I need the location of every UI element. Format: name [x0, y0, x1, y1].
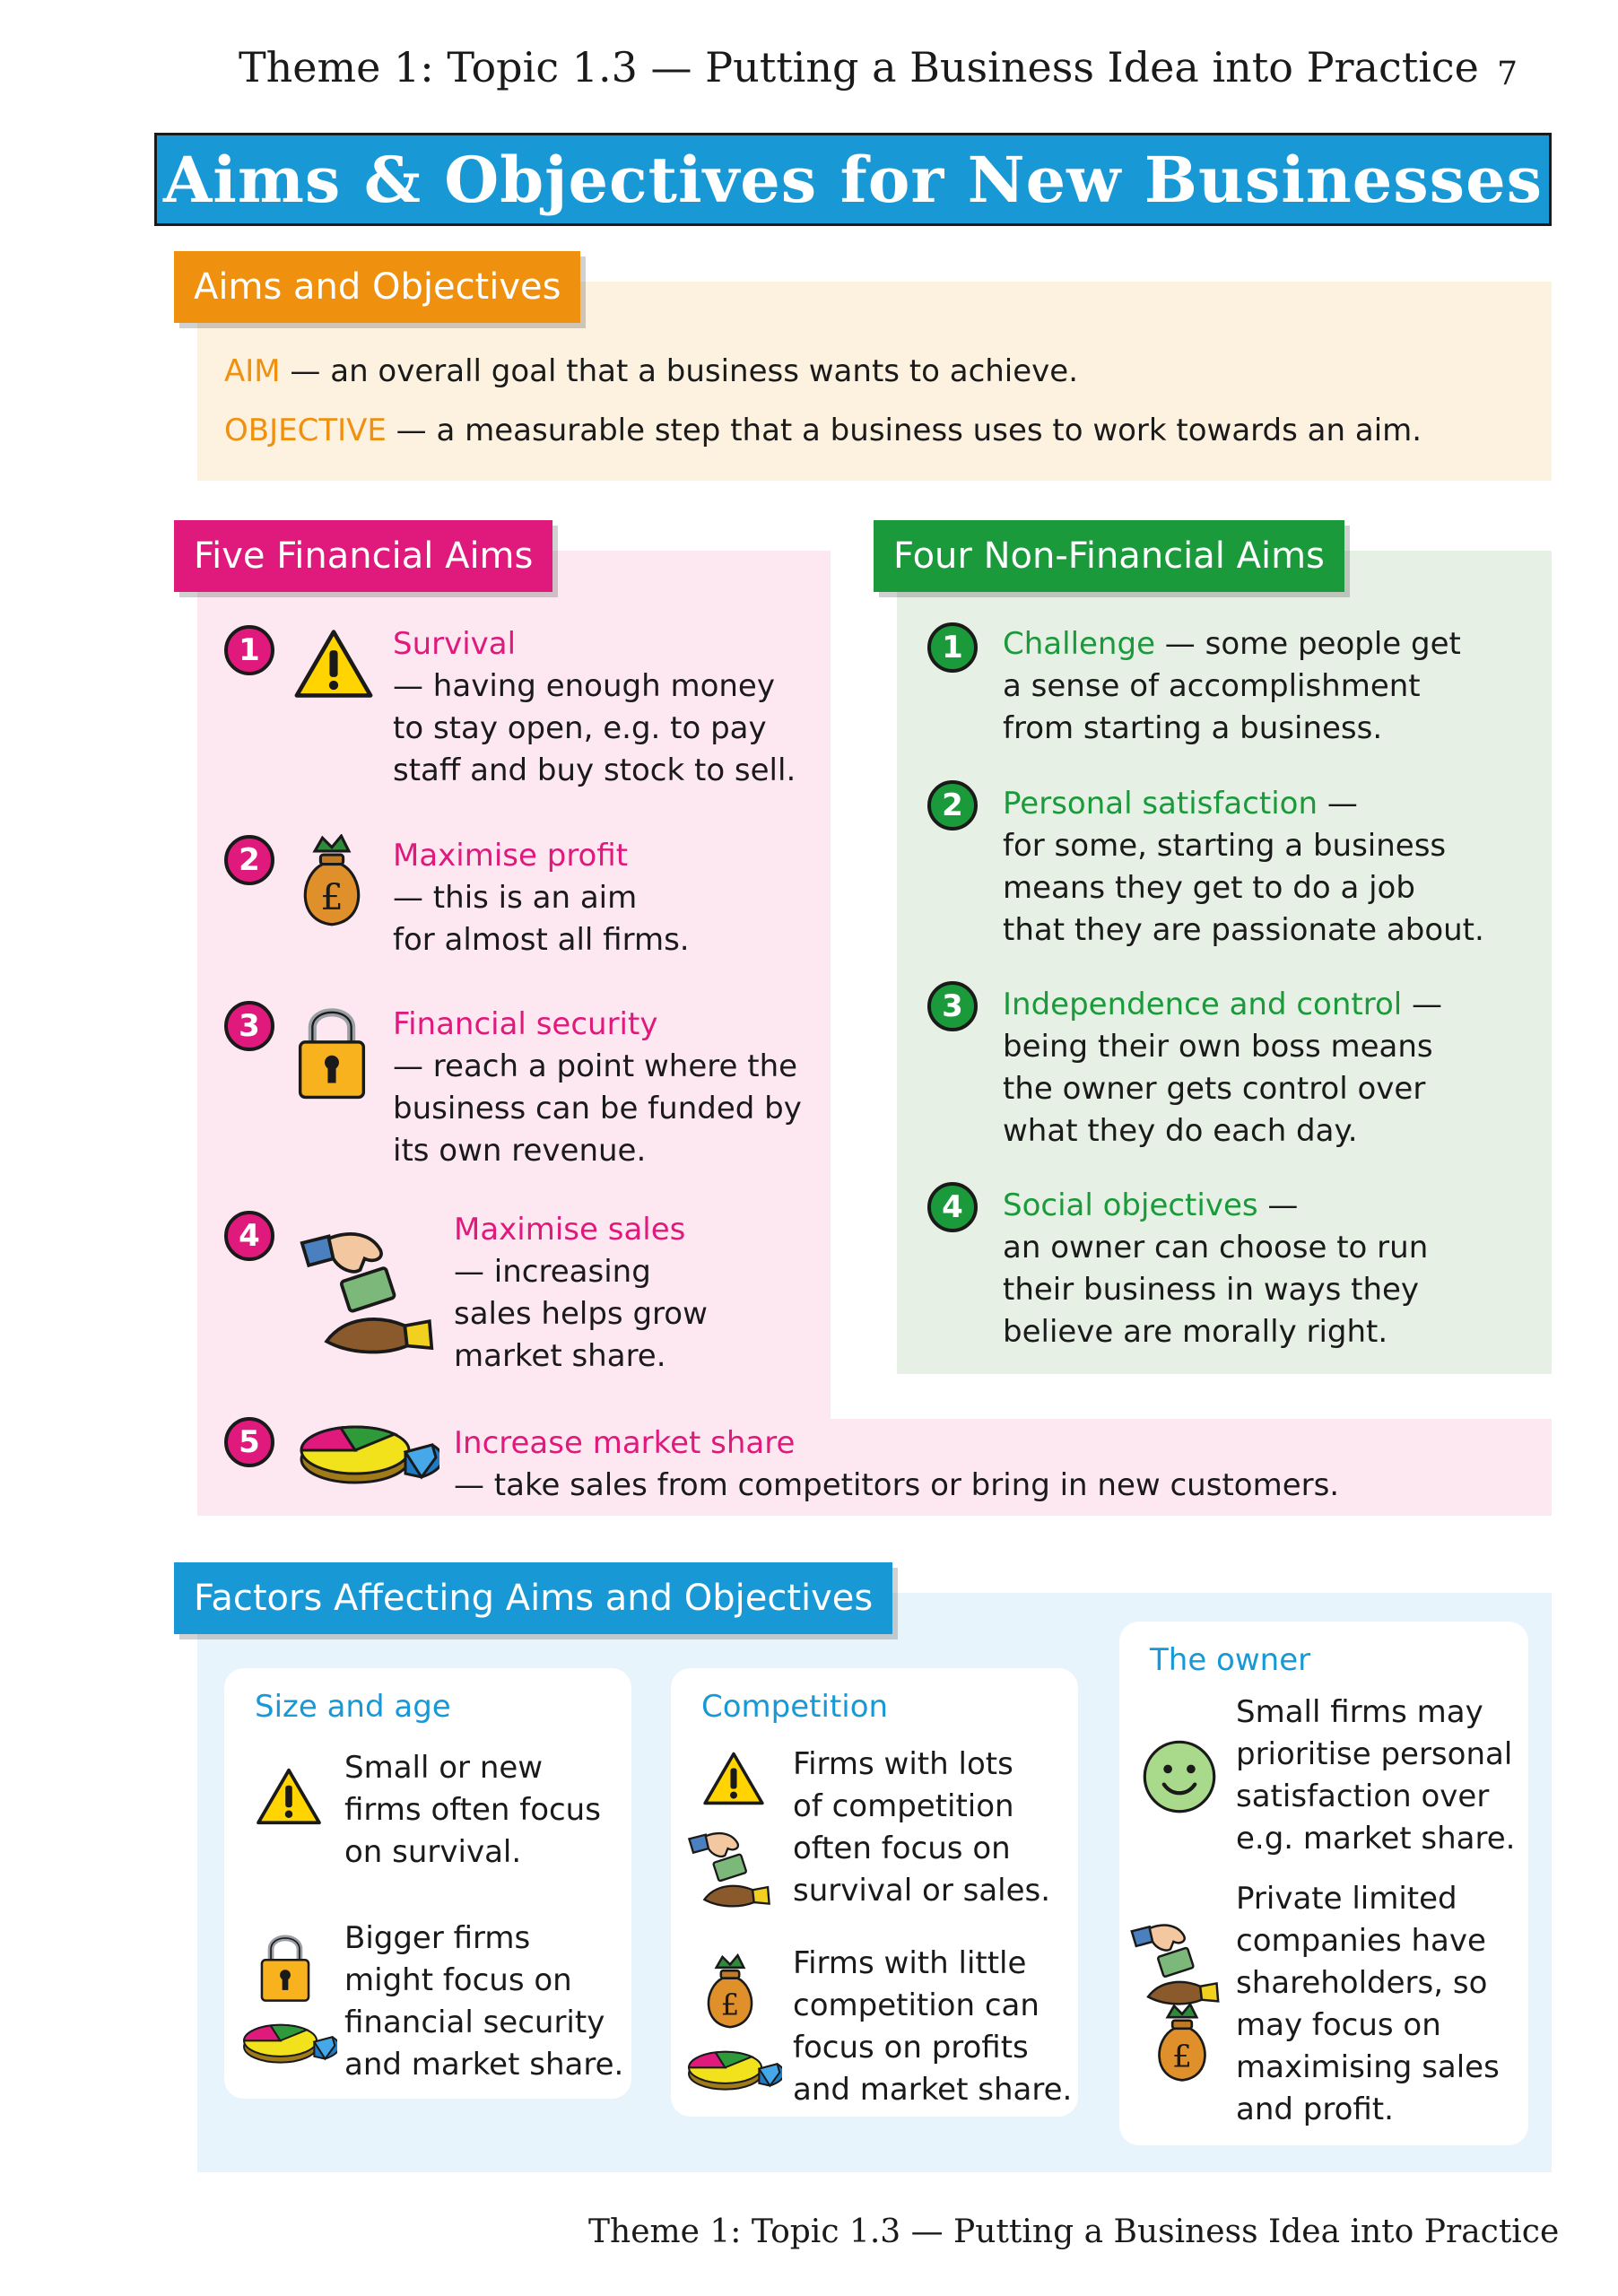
non-financial-line-independence: [1003, 984, 1442, 1026]
non-financial-title-social: Social objectives: [1003, 1187, 1258, 1223]
non-financial-text-challenge-1: a sense of accomplishment: [1003, 668, 1421, 704]
owner-text-7: shareholders, so: [1236, 1965, 1488, 2001]
size-age-text-3: on survival.: [344, 1834, 522, 1870]
competition-text-1: Firms with lots: [793, 1746, 1013, 1782]
page-number: 7: [1497, 56, 1518, 92]
non-financial-text-independence-3: what they do each day.: [1003, 1113, 1358, 1149]
owner-text-8: may focus on: [1236, 2007, 1441, 2043]
financial-text-profit-1: — this is an aim: [393, 880, 638, 916]
warning-icon: [292, 628, 375, 700]
handing-money-icon: [687, 1828, 771, 1918]
financial-number-2: 2: [224, 835, 274, 885]
aim-definition: [224, 351, 1078, 393]
objective-definition-text: — a measurable step that a business uses to work towards an aim.: [386, 413, 1422, 448]
competition-text-6: competition can: [793, 1987, 1040, 2023]
non-financial-title-challenge: Challenge: [1003, 626, 1155, 662]
non-financial-line-challenge: [1003, 623, 1461, 665]
competition-text-8: and market share.: [793, 2072, 1073, 2108]
aims-objectives-tab: Aims and Objectives: [174, 251, 580, 323]
financial-text-survival-2: to stay open, e.g. to pay: [393, 710, 767, 746]
non-financial-text-challenge-2: from starting a business.: [1003, 710, 1383, 746]
non-financial-text-independence-1: being their own boss means: [1003, 1029, 1433, 1065]
financial-title-market-share: Increase market share: [454, 1425, 796, 1461]
competition-title: Competition: [701, 1689, 889, 1725]
size-age-text-2: firms often focus: [344, 1792, 601, 1828]
non-financial-text-social-2: their business in ways they: [1003, 1272, 1420, 1308]
aim-definition-text: — an overall goal that a business wants to achieve.: [280, 353, 1079, 389]
size-age-text-7: and market share.: [344, 2047, 624, 2083]
non-financial-text-independence-2: the owner gets control over: [1003, 1071, 1426, 1107]
handing-money-icon: [300, 1225, 434, 1370]
financial-text-sales-2: sales helps grow: [454, 1296, 708, 1332]
financial-text-security-3: its own revenue.: [393, 1133, 647, 1169]
size-age-text-1: Small or new: [344, 1750, 544, 1786]
pie-chart-icon: [240, 2018, 337, 2068]
non-financial-title-independence: Independence and control: [1003, 987, 1403, 1022]
financial-number-4: 4: [224, 1211, 274, 1261]
size-age-text-5: might focus on: [344, 1962, 572, 1998]
owner-text-2: prioritise personal: [1236, 1736, 1513, 1772]
non-financial-line-satisfaction: [1003, 783, 1358, 825]
financial-text-security-1: — reach a point where the: [393, 1048, 798, 1084]
financial-number-1: 1: [224, 625, 274, 675]
owner-text-10: and profit.: [1236, 2092, 1394, 2127]
financial-number-5: 5: [224, 1417, 274, 1467]
non-financial-number-1: 1: [927, 622, 978, 673]
page-title-banner: [154, 133, 1552, 226]
financial-text-sales-1: — increasing: [454, 1254, 651, 1290]
owner-text-1: Small firms may: [1236, 1694, 1483, 1730]
non-financial-text-satisfaction-1: for some, starting a business: [1003, 828, 1447, 864]
owner-text-9: maximising sales: [1236, 2049, 1500, 2085]
size-age-text-4: Bigger firms: [344, 1920, 531, 1956]
financial-title-maximise-sales: Maximise sales: [454, 1212, 686, 1248]
competition-text-5: Firms with little: [793, 1945, 1027, 1981]
competition-text-7: focus on profits: [793, 2030, 1029, 2066]
non-financial-text-social-3: believe are morally right.: [1003, 1314, 1388, 1350]
non-financial-text-social-1: an owner can choose to run: [1003, 1230, 1429, 1265]
financial-title-security: Financial security: [393, 1006, 658, 1042]
non-financial-aims-tab: Four Non-Financial Aims: [874, 520, 1344, 592]
non-financial-number-2: 2: [927, 780, 978, 831]
money-bag-icon: [294, 834, 370, 928]
warning-icon: [255, 1767, 323, 1826]
owner-title: The owner: [1150, 1642, 1311, 1678]
financial-text-profit-2: for almost all firms.: [393, 922, 690, 958]
financial-text-security-2: business can be funded by: [393, 1091, 802, 1126]
non-financial-number-4: 4: [927, 1182, 978, 1232]
financial-aims-tab: Five Financial Aims: [174, 520, 552, 592]
non-financial-title-suffix-3: —: [1402, 987, 1443, 1022]
competition-text-2: of competition: [793, 1788, 1014, 1824]
financial-text-market-share-1: — take sales from competitors or bring in new customers.: [454, 1467, 1340, 1503]
objective-term: OBJECTIVE: [224, 413, 387, 448]
non-financial-title-suffix-2: —: [1318, 786, 1358, 822]
financial-title-survival: Survival: [393, 626, 517, 662]
aim-term: AIM: [224, 353, 281, 389]
owner-text-3: satisfaction over: [1236, 1779, 1490, 1814]
size-age-title: Size and age: [255, 1689, 451, 1725]
financial-text-survival-1: — having enough money: [393, 668, 775, 704]
smiley-icon: [1141, 1738, 1218, 1815]
running-footer: Theme 1: Topic 1.3 — Putting a Business Idea into Practice: [588, 2213, 1560, 2250]
competition-text-4: survival or sales.: [793, 1873, 1051, 1909]
objective-definition: [224, 410, 1422, 452]
owner-text-6: companies have: [1236, 1923, 1486, 1959]
financial-text-sales-3: market share.: [454, 1338, 666, 1374]
padlock-icon: [258, 1928, 312, 2004]
financial-number-3: 3: [224, 1001, 274, 1051]
non-financial-number-3: 3: [927, 981, 978, 1031]
padlock-icon: [296, 999, 368, 1101]
warning-icon: [701, 1751, 766, 1806]
money-bag-icon: [700, 1953, 761, 2031]
non-financial-text-satisfaction-3: that they are passionate about.: [1003, 912, 1484, 948]
non-financial-title-suffix-4: —: [1257, 1187, 1299, 1223]
non-financial-line-social: [1003, 1185, 1298, 1227]
factors-tab: Factors Affecting Aims and Objectives: [174, 1562, 892, 1634]
non-financial-title-suffix-1: — some people get: [1154, 626, 1461, 662]
money-bag-icon: [1150, 2002, 1214, 2084]
financial-text-survival-3: staff and buy stock to sell.: [393, 752, 796, 788]
size-age-text-6: financial security: [344, 2005, 605, 2040]
competition-text-3: often focus on: [793, 1831, 1011, 1866]
page-title: Aims & Objectives for New Businesses: [162, 142, 1544, 217]
non-financial-title-satisfaction: Personal satisfaction: [1003, 786, 1318, 822]
owner-text-4: e.g. market share.: [1236, 1821, 1516, 1857]
owner-text-5: Private limited: [1236, 1881, 1457, 1917]
financial-title-maximise-profit: Maximise profit: [393, 838, 629, 874]
non-financial-text-satisfaction-2: means they get to do a job: [1003, 870, 1415, 906]
pie-chart-icon: [296, 1415, 439, 1492]
running-header: Theme 1: Topic 1.3 — Putting a Business Idea into Practice: [239, 43, 1479, 91]
pie-chart-icon: [685, 2045, 782, 2095]
